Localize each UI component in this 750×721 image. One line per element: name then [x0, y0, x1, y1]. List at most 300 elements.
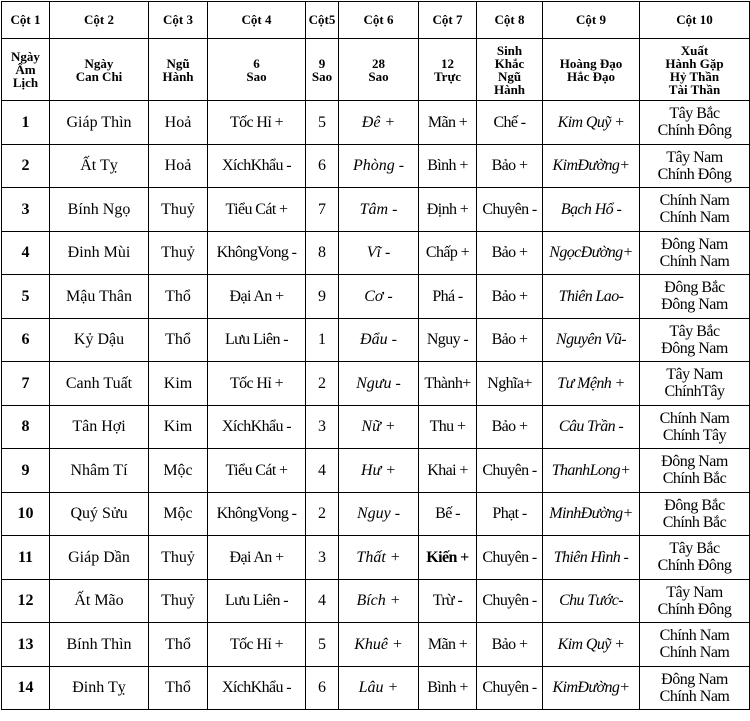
nine-star-text: 6 — [318, 679, 326, 697]
sinh-khac-cell — [477, 449, 543, 493]
ngu-hanh-text: Kim — [163, 374, 193, 392]
direction-text: Chính Nam — [659, 209, 730, 227]
ngu-hanh-text: Thổ — [165, 635, 191, 653]
nine-star-cell — [306, 492, 339, 536]
constellation-text: Vĩ - — [366, 244, 391, 262]
truc-cell — [419, 275, 477, 319]
truc-text: Thu + — [429, 418, 466, 436]
six-star-cell — [208, 318, 306, 362]
direction-cell — [640, 405, 750, 449]
hoang-dao-cell — [543, 449, 640, 493]
nine-star-cell — [306, 449, 339, 493]
can-chi-cell — [50, 449, 149, 493]
nine-star-cell — [306, 579, 339, 623]
six-star-text: Tốc Hỉ + — [229, 113, 284, 131]
lunar-day-cell — [2, 579, 50, 623]
hoang-dao-text: ThanhLong+ — [551, 461, 631, 479]
ngu-hanh-cell — [149, 275, 208, 319]
six-star-cell — [208, 536, 306, 580]
direction-text: Tây Nam — [666, 583, 723, 601]
nine-star-text: 2 — [318, 374, 326, 392]
six-star-cell — [208, 579, 306, 623]
direction-cell — [640, 449, 750, 493]
hoang-dao-cell — [543, 318, 640, 362]
truc-cell — [419, 405, 477, 449]
six-star-cell — [208, 666, 306, 710]
lunar-day-text: 14 — [17, 679, 34, 697]
ngu-hanh-cell — [149, 536, 208, 580]
direction-text: Đông Bắc — [664, 279, 725, 297]
direction-text: Chính Bắc — [662, 513, 727, 531]
column-title: Cột 6 — [339, 2, 419, 39]
column-title: Cột 10 — [640, 2, 750, 39]
direction-text: Chính Nam — [659, 252, 730, 270]
direction-text: Chính Đông — [657, 122, 732, 140]
subheader-line: 6 — [253, 55, 260, 71]
direction-cell — [640, 144, 750, 188]
can-chi-cell — [50, 666, 149, 710]
direction-text: Chính Đông — [657, 600, 732, 618]
six-star-text: KhôngVong - — [216, 505, 297, 523]
subheader-line: Hắc Đạo — [566, 68, 616, 84]
table-row — [2, 536, 750, 580]
subheader-line: Âm — [15, 62, 36, 77]
direction-text: Chính Nam — [659, 192, 730, 210]
ngu-hanh-cell — [149, 101, 208, 145]
sinh-khac-cell — [477, 188, 543, 232]
nine-star-text: 3 — [318, 548, 326, 566]
nine-star-cell — [306, 362, 339, 406]
subheader-line: Hành — [162, 68, 194, 84]
six-star-cell — [208, 188, 306, 232]
constellation-text: Hư + — [360, 461, 397, 479]
hoang-dao-cell — [543, 492, 640, 536]
hoang-dao-cell — [543, 231, 640, 275]
sinh-khac-text: Bảo + — [491, 287, 528, 305]
sinh-khac-text: Chuyên - — [482, 592, 537, 610]
direction-text: Tây Nam — [666, 366, 723, 384]
nine-star-cell — [306, 231, 339, 275]
direction-text: Tây Bắc — [669, 105, 720, 123]
truc-text: Chấp + — [425, 244, 470, 262]
can-chi-text: Canh Tuất — [65, 374, 133, 392]
sinh-khac-cell — [477, 579, 543, 623]
six-star-text: Lưu Liên - — [224, 592, 289, 610]
subheader-line: Lịch — [12, 75, 39, 90]
lunar-day-text: 10 — [17, 505, 34, 523]
can-chi-cell — [50, 318, 149, 362]
constellation-cell — [339, 144, 419, 188]
can-chi-cell — [50, 579, 149, 623]
constellation-cell — [339, 231, 419, 275]
nine-star-cell — [306, 405, 339, 449]
hoang-dao-text: Thiên Hình - — [553, 548, 629, 566]
nine-star-cell — [306, 623, 339, 667]
subheader-line: Ngũ — [497, 68, 522, 84]
can-chi-text: Quý Sửu — [70, 505, 128, 523]
constellation-text: Đê + — [361, 113, 396, 131]
lunar-day-cell — [2, 362, 50, 406]
truc-text: Mãn + — [427, 635, 468, 653]
truc-cell — [419, 188, 477, 232]
can-chi-cell — [50, 231, 149, 275]
table-row — [2, 666, 750, 710]
lunar-day-text: 1 — [21, 113, 30, 131]
sinh-khac-text: Chuyên - — [482, 679, 537, 697]
column-title: Cột 1 — [2, 2, 50, 39]
constellation-cell — [339, 536, 419, 580]
sinh-khac-text: Chuyên - — [482, 200, 537, 218]
subheader-line: Sao — [368, 68, 389, 84]
six-star-text: XíchKhẩu - — [221, 679, 292, 697]
can-chi-cell — [50, 188, 149, 232]
truc-cell — [419, 623, 477, 667]
can-chi-text: Giáp Dần — [68, 548, 130, 566]
ngu-hanh-cell — [149, 144, 208, 188]
direction-cell — [640, 362, 750, 406]
hoang-dao-text: Tư Mệnh + — [557, 374, 625, 392]
ngu-hanh-cell — [149, 666, 208, 710]
lunar-day-text: 6 — [21, 331, 30, 349]
column-subheader — [149, 39, 208, 101]
can-chi-text: Bính Thìn — [66, 635, 132, 653]
direction-cell — [640, 188, 750, 232]
can-chi-text: Bính Ngọ — [67, 200, 131, 218]
table-row — [2, 623, 750, 667]
truc-text: Bình + — [427, 157, 468, 175]
column-subheader — [50, 39, 149, 101]
constellation-text: Khuê + — [354, 635, 403, 653]
truc-cell — [419, 666, 477, 710]
direction-cell — [640, 623, 750, 667]
six-star-text: Tốc Hỉ + — [229, 374, 284, 392]
six-star-cell — [208, 405, 306, 449]
nine-star-text: 3 — [318, 418, 326, 436]
nine-star-text: 4 — [318, 592, 326, 610]
sinh-khac-text: Chuyên - — [482, 461, 537, 479]
direction-cell — [640, 101, 750, 145]
subheader-line: Xuất — [680, 42, 709, 58]
sinh-khac-cell — [477, 231, 543, 275]
ngu-hanh-cell — [149, 449, 208, 493]
table-row — [2, 492, 750, 536]
six-star-cell — [208, 275, 306, 319]
ngu-hanh-cell — [149, 492, 208, 536]
lunar-day-cell — [2, 536, 50, 580]
hoang-dao-cell — [543, 188, 640, 232]
column-subheader — [306, 39, 339, 101]
lunar-day-text: 13 — [17, 635, 34, 653]
ngu-hanh-text: Mộc — [163, 461, 193, 479]
direction-text: Tây Nam — [666, 148, 723, 166]
can-chi-text: Tân Hợi — [72, 418, 126, 436]
six-star-text: XíchKhẩu - — [221, 157, 292, 175]
truc-text: Bình + — [427, 679, 468, 697]
sinh-khac-text: Bảo + — [491, 331, 528, 349]
constellation-cell — [339, 449, 419, 493]
subheader-line: Hỷ Thần — [669, 68, 720, 84]
ngu-hanh-cell — [149, 623, 208, 667]
six-star-cell — [208, 449, 306, 493]
direction-text: Đông Nam — [661, 296, 728, 314]
table-row — [2, 275, 750, 319]
column-subheader — [543, 39, 640, 101]
subheader-line: 9 — [318, 55, 326, 71]
direction-text: Chính Nam — [659, 644, 730, 662]
direction-text: Chính Bắc — [662, 470, 727, 488]
column-title-row — [2, 2, 750, 39]
direction-cell — [640, 666, 750, 710]
ngu-hanh-text: Thổ — [165, 331, 191, 349]
sinh-khac-text: Bảo + — [491, 635, 528, 653]
hoang-dao-text: NgọcĐường+ — [549, 244, 633, 262]
can-chi-text: Ất Mão — [74, 592, 124, 610]
lunar-day-cell — [2, 144, 50, 188]
subheader-line: Ngũ — [166, 55, 190, 71]
six-star-text: Lưu Liên - — [224, 331, 289, 349]
lunar-day-text: 7 — [21, 374, 30, 392]
can-chi-text: Mậu Thân — [66, 287, 132, 305]
direction-text: Đông Bắc — [664, 496, 725, 514]
ngu-hanh-text: Thuỷ — [161, 200, 195, 218]
truc-cell — [419, 536, 477, 580]
hoang-dao-text: Thiên Lao- — [558, 287, 624, 305]
ngu-hanh-cell — [149, 318, 208, 362]
direction-text: Đông Nam — [661, 235, 728, 253]
ngu-hanh-text: Thuỷ — [161, 592, 195, 610]
hoang-dao-cell — [543, 101, 640, 145]
table-row — [2, 101, 750, 145]
table-row — [2, 405, 750, 449]
column-subheader — [640, 39, 750, 101]
constellation-cell — [339, 492, 419, 536]
nine-star-cell — [306, 666, 339, 710]
nine-star-text: 5 — [318, 635, 326, 653]
nine-star-text: 7 — [318, 200, 326, 218]
sinh-khac-cell — [477, 492, 543, 536]
nine-star-cell — [306, 188, 339, 232]
hoang-dao-cell — [543, 536, 640, 580]
hoang-dao-cell — [543, 275, 640, 319]
hoang-dao-text: KimĐường+ — [552, 679, 630, 697]
subheader-line: Ngày — [84, 55, 114, 71]
column-title: Cột 4 — [208, 2, 306, 39]
six-star-cell — [208, 101, 306, 145]
lunar-day-text: 11 — [17, 548, 34, 566]
lunar-day-cell — [2, 405, 50, 449]
column-subheader — [477, 39, 543, 101]
ngu-hanh-text: Hoả — [164, 157, 192, 175]
lunar-day-cell — [2, 101, 50, 145]
can-chi-text: Giáp Thìn — [66, 113, 132, 131]
can-chi-cell — [50, 536, 149, 580]
sinh-khac-text: Bảo + — [491, 418, 528, 436]
lunar-day-text: 5 — [21, 287, 30, 305]
constellation-text: Tâm - — [359, 200, 398, 218]
nine-star-text: 4 — [318, 461, 326, 479]
hoang-dao-cell — [543, 666, 640, 710]
sinh-khac-text: Bảo + — [491, 157, 528, 175]
nine-star-cell — [306, 318, 339, 362]
subheader-line: Khắc — [494, 55, 525, 71]
sinh-khac-cell — [477, 666, 543, 710]
ngu-hanh-text: Kim — [163, 418, 193, 436]
constellation-cell — [339, 318, 419, 362]
table-row — [2, 579, 750, 623]
subheader-line: Ngày — [11, 49, 40, 64]
can-chi-text: Đinh Mùi — [67, 244, 131, 262]
ngu-hanh-text: Thổ — [165, 287, 191, 305]
hoang-dao-text: Câu Trần - — [558, 418, 624, 436]
constellation-text: Đẩu - — [360, 331, 397, 349]
column-title: Cột 7 — [419, 2, 477, 39]
constellation-text: Nữ + — [361, 418, 396, 436]
direction-text: Đông Nam — [661, 453, 728, 471]
subheader-line: Tài Thần — [668, 81, 721, 97]
hoang-dao-text: Kim Quỹ + — [557, 635, 625, 653]
truc-text: Bế - — [435, 505, 460, 523]
hoang-dao-text: Nguyên Vũ- — [556, 331, 626, 349]
ngu-hanh-text: Thuỷ — [161, 548, 195, 566]
direction-text: ChínhTây — [664, 383, 725, 401]
table-row — [2, 231, 750, 275]
subheader-line: Sinh — [496, 42, 523, 58]
lunar-day-cell — [2, 666, 50, 710]
direction-text: Chính Nam — [659, 409, 730, 427]
direction-text: Chính Đông — [657, 165, 732, 183]
can-chi-text: Nhâm Tí — [70, 461, 128, 479]
six-star-cell — [208, 623, 306, 667]
truc-text: Nguy - — [426, 331, 469, 349]
hoang-dao-text: Bạch Hổ - — [560, 200, 622, 218]
hoang-dao-text: Kim Quỹ + — [557, 113, 625, 131]
nine-star-cell — [306, 275, 339, 319]
can-chi-cell — [50, 101, 149, 145]
direction-cell — [640, 231, 750, 275]
hoang-dao-cell — [543, 579, 640, 623]
lunar-day-text: 3 — [21, 200, 30, 218]
direction-text: Chính Đông — [657, 557, 732, 575]
truc-cell — [419, 362, 477, 406]
subheader-line: Sao — [311, 68, 333, 84]
column-title: Cột 2 — [50, 2, 149, 39]
truc-text: Khai + — [427, 461, 468, 479]
constellation-cell — [339, 362, 419, 406]
six-star-cell — [208, 362, 306, 406]
direction-cell — [640, 492, 750, 536]
lunar-day-cell — [2, 623, 50, 667]
lunar-day-text: 9 — [21, 461, 30, 479]
truc-cell — [419, 579, 477, 623]
can-chi-cell — [50, 275, 149, 319]
direction-text: Chính Nam — [659, 627, 730, 645]
sinh-khac-cell — [477, 144, 543, 188]
direction-text: Đông Nam — [661, 339, 728, 357]
column-title: Cột5 — [306, 2, 339, 39]
constellation-text: Nguy - — [356, 505, 401, 523]
nine-star-text: 6 — [318, 157, 326, 175]
column-subheader — [2, 39, 50, 101]
truc-cell — [419, 318, 477, 362]
lunar-day-cell — [2, 492, 50, 536]
six-star-text: Đại An + — [229, 287, 284, 305]
column-subheader — [339, 39, 419, 101]
sinh-khac-text: Chế - — [493, 113, 526, 131]
constellation-text: Ngưu - — [356, 374, 401, 392]
six-star-text: Tiểu Cát + — [225, 461, 288, 479]
constellation-cell — [339, 623, 419, 667]
subheader-line: Hành — [493, 81, 526, 97]
sinh-khac-text: Phạt - — [492, 505, 527, 523]
constellation-cell — [339, 666, 419, 710]
can-chi-cell — [50, 492, 149, 536]
six-star-cell — [208, 492, 306, 536]
can-chi-cell — [50, 405, 149, 449]
constellation-cell — [339, 579, 419, 623]
truc-text: Định + — [426, 200, 469, 218]
subheader-line: 12 — [441, 55, 454, 71]
lunar-day-cell — [2, 449, 50, 493]
subheader-line: Hoàng Đạo — [559, 55, 623, 71]
direction-cell — [640, 275, 750, 319]
constellation-text: Thất + — [356, 548, 401, 566]
hoang-dao-cell — [543, 362, 640, 406]
sinh-khac-cell — [477, 623, 543, 667]
direction-cell — [640, 536, 750, 580]
nine-star-text: 2 — [318, 505, 326, 523]
table-row — [2, 362, 750, 406]
ngu-hanh-text: Hoả — [164, 113, 192, 131]
sinh-khac-text: Chuyên - — [482, 548, 537, 566]
truc-text: Phá - — [432, 287, 463, 305]
ngu-hanh-text: Mộc — [163, 505, 193, 523]
can-chi-cell — [50, 144, 149, 188]
ngu-hanh-cell — [149, 188, 208, 232]
lunar-day-text: 2 — [21, 157, 30, 175]
truc-text: Mãn + — [427, 113, 468, 131]
column-subheader-row — [2, 39, 750, 101]
direction-cell — [640, 318, 750, 362]
six-star-cell — [208, 231, 306, 275]
truc-text: Trừ - — [432, 592, 463, 610]
ngu-hanh-cell — [149, 579, 208, 623]
constellation-cell — [339, 405, 419, 449]
hoang-dao-text: MinhĐường+ — [549, 505, 633, 523]
lunar-day-cell — [2, 275, 50, 319]
nine-star-cell — [306, 101, 339, 145]
lunar-day-cell — [2, 231, 50, 275]
sinh-khac-cell — [477, 362, 543, 406]
subheader-line: Sao — [246, 68, 267, 84]
table-row — [2, 188, 750, 232]
six-star-text: KhôngVong - — [216, 244, 297, 262]
column-title: Cột 8 — [477, 2, 543, 39]
subheader-line: Can Chi — [75, 68, 123, 84]
nine-star-text: 8 — [318, 244, 326, 262]
lunar-day-cell — [2, 318, 50, 362]
nine-star-cell — [306, 536, 339, 580]
ngu-hanh-text: Thổ — [165, 679, 191, 697]
six-star-cell — [208, 144, 306, 188]
lunar-day-cell — [2, 188, 50, 232]
constellation-cell — [339, 275, 419, 319]
lunar-calendar-table — [1, 1, 750, 710]
subheader-line: Hành Gặp — [665, 55, 724, 71]
direction-text: Tây Bắc — [669, 540, 720, 558]
direction-text: Chính Nam — [659, 687, 730, 705]
can-chi-text: Đinh Tỵ — [72, 679, 126, 697]
column-title: Cột 3 — [149, 2, 208, 39]
